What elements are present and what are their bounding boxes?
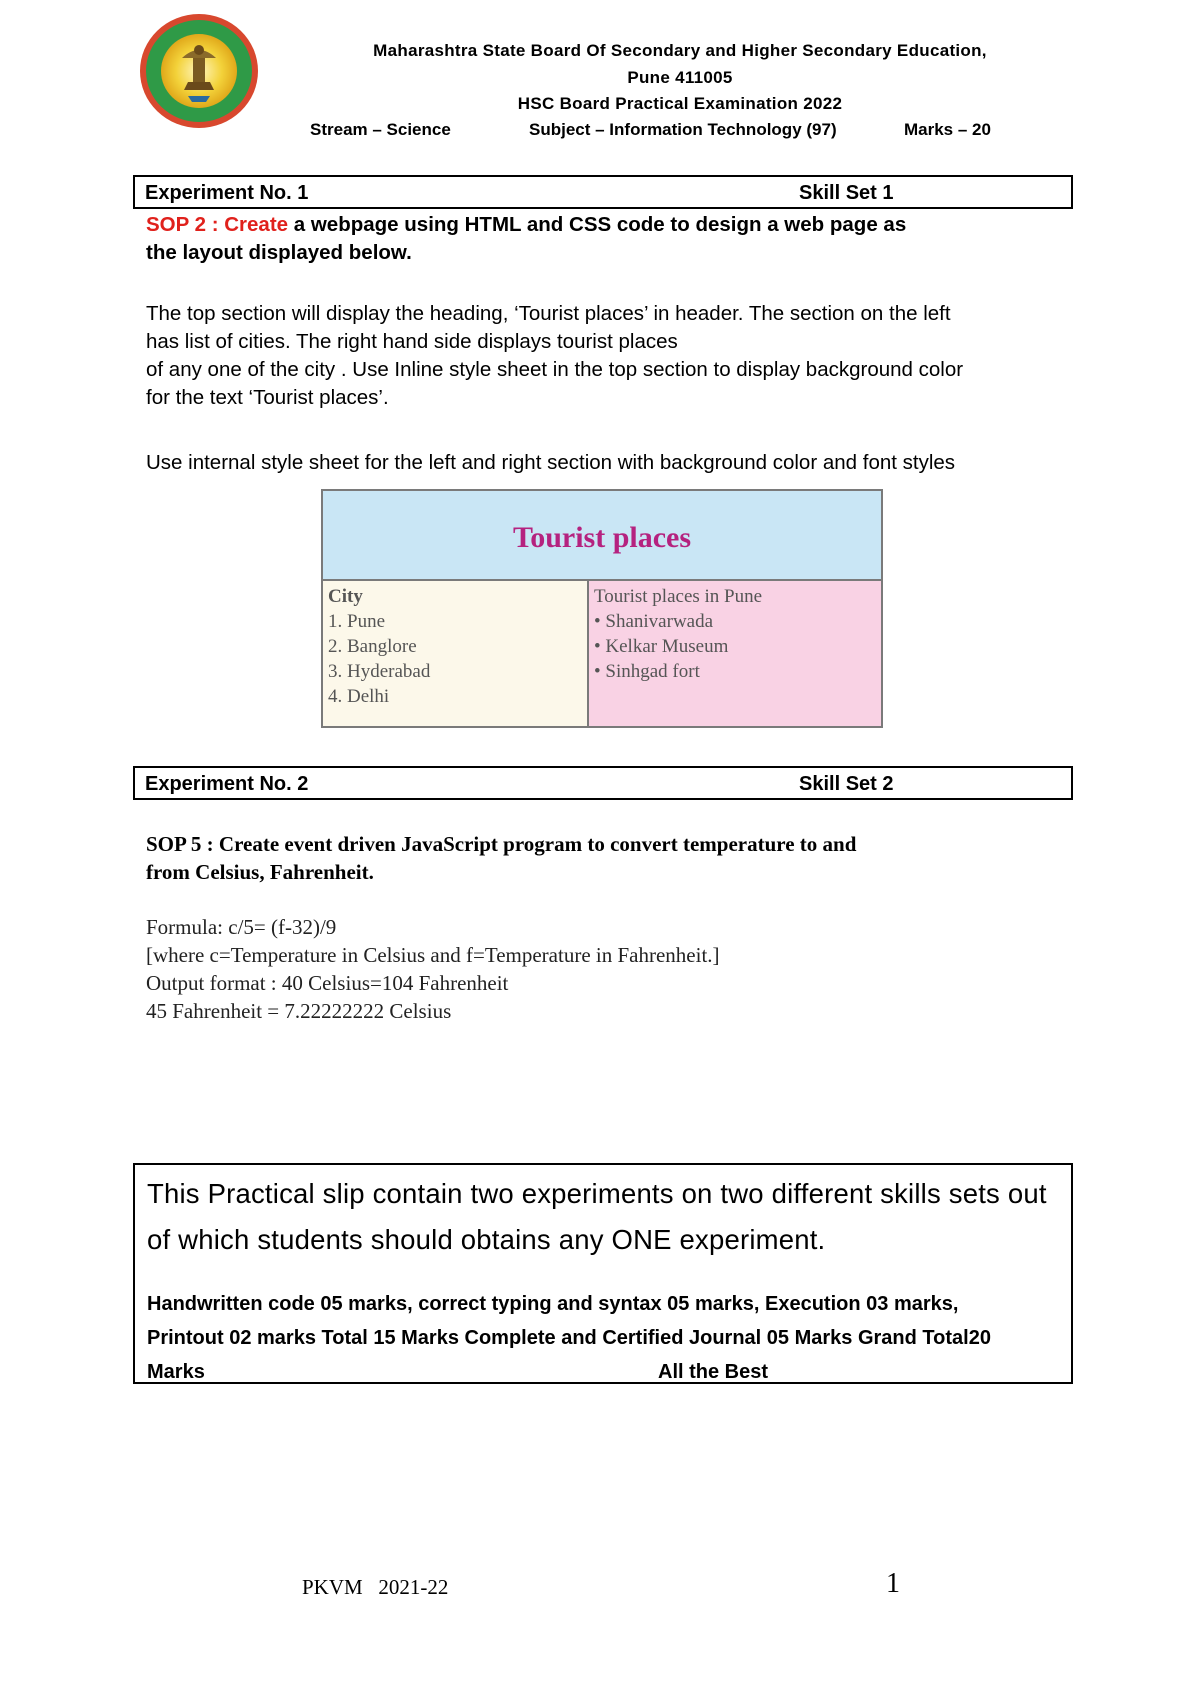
preview-places-heading: Tourist places in Pune [594,586,763,607]
preview-city-item: 3. Hyderabad [328,661,431,682]
experiment-2-label: Experiment No. 2 [145,773,309,795]
note-marks-line-2: Printout 02 marks Total 15 Marks Complete and Certified Journal 05 Marks Grand Total20 [147,1327,991,1349]
note-marks-line-1: Handwritten code 05 marks, correct typing and syntax 05 marks, Execution 03 marks, [147,1293,959,1315]
note-main-text: This Practical slip contain two experiments on two different skills sets out of which students should obtains any ONE experiment. [147,1178,1047,1255]
skill-set-1-label: Skill Set 1 [799,182,894,204]
description-line: for the text ‘Tourist places’. [146,386,389,409]
stream-label: Stream – Science [310,120,451,139]
preview-title: Tourist places [512,521,692,554]
preview-place-item: • Kelkar Museum [594,636,729,657]
sop-5-line: SOP 5 : Create event driven JavaScript program to convert temperature to and [146,832,857,856]
exam-title: HSC Board Practical Examination 2022 [517,94,843,113]
board-name: Maharashtra State Board Of Secondary and Higher Secondary Education, [373,41,987,60]
subject-label: Subject – Information Technology (97) [529,120,837,139]
experiment-1-box [133,175,1073,209]
preview-city-item: 1. Pune [328,611,385,632]
board-city: Pune 411005 [627,68,733,87]
preview-places-section [589,581,881,726]
instructions-note-box [133,1163,1073,1384]
tourist-layout-preview [321,489,883,728]
sop-2-text-1: a webpage using HTML and CSS code to design a web page as [288,213,907,236]
preview-header-section [323,491,881,581]
formula-block [146,913,1066,1025]
description-line: has list of cities. The right hand side displays tourist places [146,330,678,353]
experiment-2-box [133,766,1073,800]
formula-line: Formula: c/5= (f-32)/9 [146,915,337,939]
internal-style-instruction: Use internal style sheet for the left and right section with background color and font styles [146,451,956,474]
preview-city-heading: City [328,586,363,607]
sop-5-heading [146,830,1066,886]
preview-place-item: • Shanivarwada [594,611,714,632]
sop-2-text-2: the layout displayed below. [146,241,412,264]
experiment-1-label: Experiment No. 1 [145,182,309,204]
preview-city-item: 2. Banglore [328,636,417,657]
sop-2-description [146,300,1066,412]
sop-5-line: from Celsius, Fahrenheit. [146,860,374,884]
description-line: The top section will display the heading, ‘Tourist places’ in header. The section on the left [146,302,951,325]
preview-city-item: 4. Delhi [328,686,390,707]
preview-place-item: • Sinhgad fort [594,661,700,682]
formula-line: [where c=Temperature in Celsius and f=Temperature in Fahrenheit.] [146,943,720,967]
skill-set-2-label: Skill Set 2 [799,773,894,795]
board-logo-icon [138,12,260,130]
note-marks-line-3: Marks [147,1361,205,1383]
page-number: 1 [886,1568,900,1599]
sop-2-prefix: SOP 2 : Create [146,213,289,236]
formula-line: Output format : 40 Celsius=104 Fahrenheit [146,971,509,995]
note-all-the-best: All the Best [658,1361,769,1383]
description-line: of any one of the city . Use Inline style sheet in the top section to display background color [146,358,964,381]
preview-city-section [323,581,589,726]
footer-org-year: PKVM 2021-22 [302,1575,449,1599]
formula-line: 45 Fahrenheit = 7.22222222 Celsius [146,999,452,1023]
sop-2-heading [146,211,1066,267]
marks-label: Marks – 20 [904,120,991,139]
